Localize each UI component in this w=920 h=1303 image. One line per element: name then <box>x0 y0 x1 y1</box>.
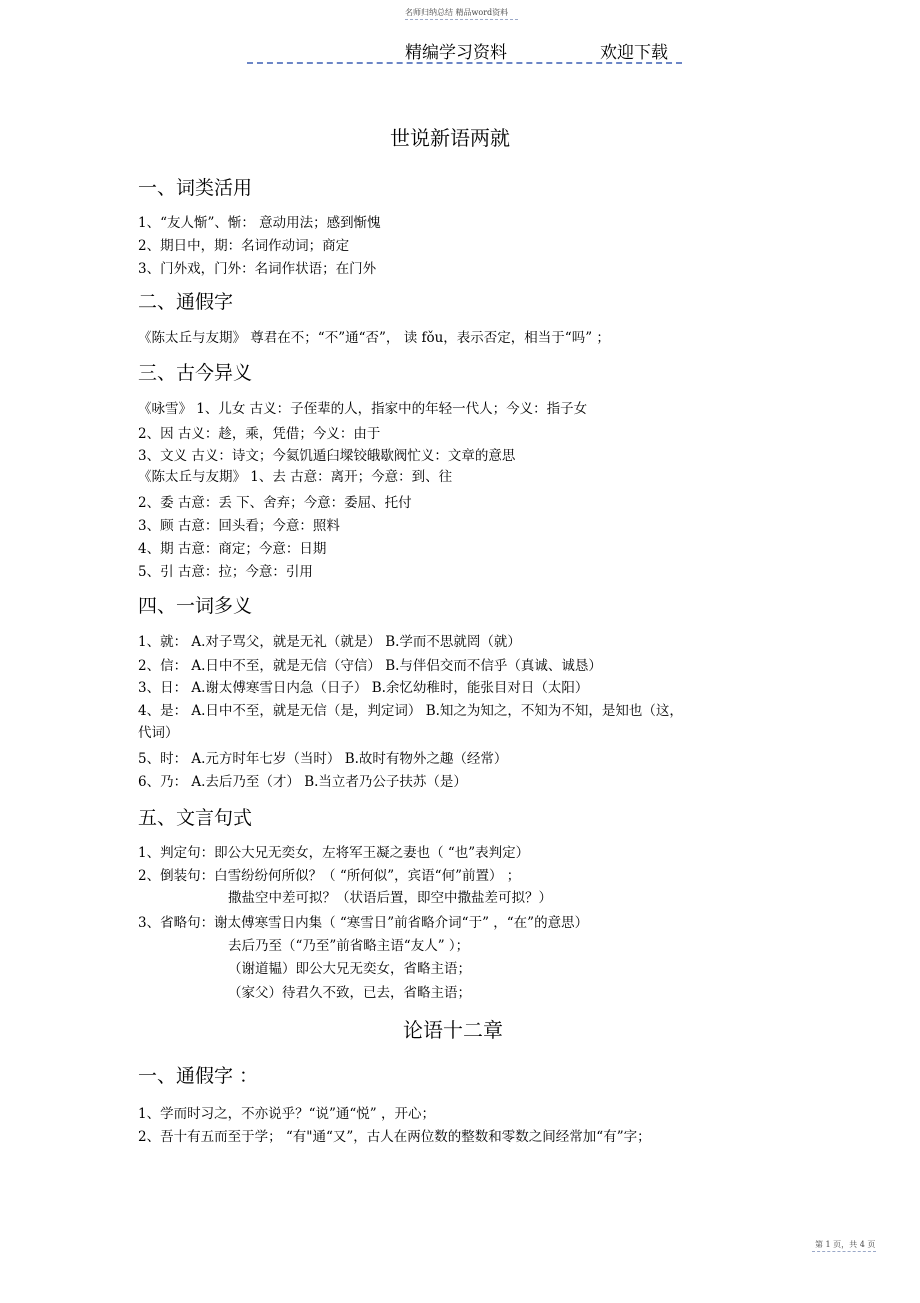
text-line: 1、学而时习之，不亦说乎？“说”通“悦” ，开心； <box>138 1106 435 1122</box>
section-heading-4: 四、一词多义 <box>138 595 253 617</box>
header-divider <box>247 62 682 64</box>
section-heading-1: 一、词类活用 <box>138 177 253 199</box>
footer-divider <box>812 1251 876 1252</box>
text-line: 2、因 古义：趁，乘，凭借；今义：由于 <box>138 426 381 442</box>
text-line: 《陈太丘与友期》 1、去 古意：离开；今意：到、往 <box>138 469 453 485</box>
text-line: 2、吾十有五而至于学； “有"通“又”，古人在两位数的整数和零数之间经常加“有”字； <box>138 1129 651 1145</box>
text-line: 1、判定句：即公大兄无奕女，左将军王凝之妻也（ “也”表判定） <box>138 845 530 861</box>
text-line: 3、文义 古义：诗文；今氦饥遁臼墚铰皒歇阀忙义：文章的意思 <box>138 448 516 464</box>
section-heading-3: 三、古今异义 <box>138 362 253 384</box>
text-line: 1、“友人惭”、惭： 意动用法；感到惭愧 <box>138 215 381 231</box>
text-line: 去后乃至（“乃至”前省略主语“友人” ）； <box>228 938 470 954</box>
text-line: 2、期日中，期：名词作动词；商定 <box>138 238 350 254</box>
text-line: 4、是： A.日中不至，就是无信（是，判定词） B.知之为知之，不知为不知，是知也（这， <box>138 703 683 719</box>
text-line: 3、顾 古意：回头看；今意：照料 <box>138 518 340 534</box>
text-line: 2、倒装句：白雪纷纷何所似？（ “所何似”，宾语“何”前置） ； <box>138 868 521 884</box>
section-heading-5: 五、文言句式 <box>138 807 253 829</box>
doc-title-2: 论语十二章 <box>403 1018 503 1042</box>
text-line: （家父）待君久不致，已去，省略主语； <box>228 985 471 1001</box>
text-line: 代词） <box>138 725 179 741</box>
page-number: 第 1 页，共 4 页 <box>815 1240 876 1249</box>
section-heading-6: 一、通假字 ： <box>138 1065 259 1087</box>
top-divider <box>405 19 518 20</box>
text-line: 1、就： A.对子骂父，就是无礼（就是） B.学而不思就罔（就） <box>138 634 521 650</box>
text-line: 2、信： A.日中不至，就是无信（守信） B.与伴侣交而不信乎（真诚、诚恳） <box>138 658 602 674</box>
text-line: （谢道韫）即公大兄无奕女，省略主语； <box>228 961 471 977</box>
text-line: 《咏雪》 1、儿女 古义：子侄辈的人，指家中的年轻一代人；今义：指子女 <box>138 401 588 417</box>
text-line: 3、省略句：谢太傅寒雪日内集（ “寒雪日”前省略介词“于” ，“在”的意思） <box>138 915 589 931</box>
text-line: 5、时： A.元方时年七岁（当时） B.故时有物外之趣（经常） <box>138 751 508 767</box>
doc-title-1: 世说新语两就 <box>390 126 510 150</box>
top-watermark-text: 名师归纳总结 精品word资料 <box>405 8 509 17</box>
text-line: 5、引 古意：拉；今意：引用 <box>138 564 313 580</box>
text-line: 《陈太丘与友期》 尊君在不；“不”通“否”， 读 fǒu，表示否定，相当于“吗” ； <box>138 330 610 346</box>
text-line: 4、期 古意：商定；今意：日期 <box>138 541 327 557</box>
text-line: 6、乃： A.去后乃至（才） B.当立者乃公子扶苏（是） <box>138 774 467 790</box>
section-heading-2: 二、通假字 <box>138 291 234 313</box>
text-line: 3、日： A.谢太傅寒雪日内急（日子） B.余忆幼稚时，能张目对日（太阳） <box>138 680 589 696</box>
text-line: 3、门外戏，门外：名词作状语；在门外 <box>138 261 377 277</box>
header-left-text: 精编学习资料 <box>405 43 507 63</box>
header-right-text: 欢迎下载 <box>600 43 668 63</box>
text-line: 2、委 古意：丢 下、舍弃；今意：委屈、托付 <box>138 495 412 511</box>
text-line: 撒盐空中差可拟？（状语后置，即空中撒盐差可拟？） <box>228 890 552 906</box>
